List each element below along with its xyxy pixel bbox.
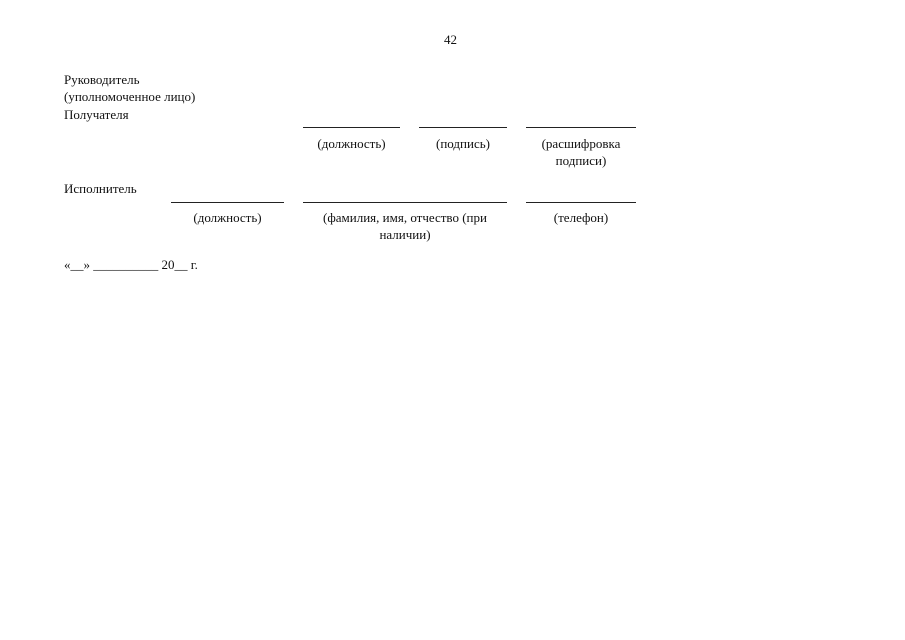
head-position-line	[303, 127, 400, 128]
executor-label: Исполнитель	[64, 181, 137, 196]
head-decoding-line	[526, 127, 636, 128]
page-number: 42	[444, 32, 457, 47]
head-signature-line	[419, 127, 507, 128]
date-line: «__» __________ 20__ г.	[64, 257, 198, 272]
head-title-line-1: Руководитель	[64, 72, 140, 87]
head-signature-caption: (подпись)	[436, 136, 490, 151]
executor-name-caption: (фамилия, имя, отчество (при наличии)	[323, 210, 487, 242]
head-decoding-caption: (расшифровка подписи)	[541, 136, 621, 168]
executor-name-line	[303, 202, 507, 203]
executor-phone-caption: (телефон)	[553, 210, 609, 225]
head-title-line-2: (уполномоченное лицо)	[64, 89, 196, 104]
executor-position-caption: (должность)	[193, 210, 262, 225]
head-position-caption: (должность)	[317, 136, 386, 151]
head-title-line-3: Получателя	[64, 107, 129, 122]
executor-phone-line	[526, 202, 636, 203]
executor-position-line	[171, 202, 284, 203]
